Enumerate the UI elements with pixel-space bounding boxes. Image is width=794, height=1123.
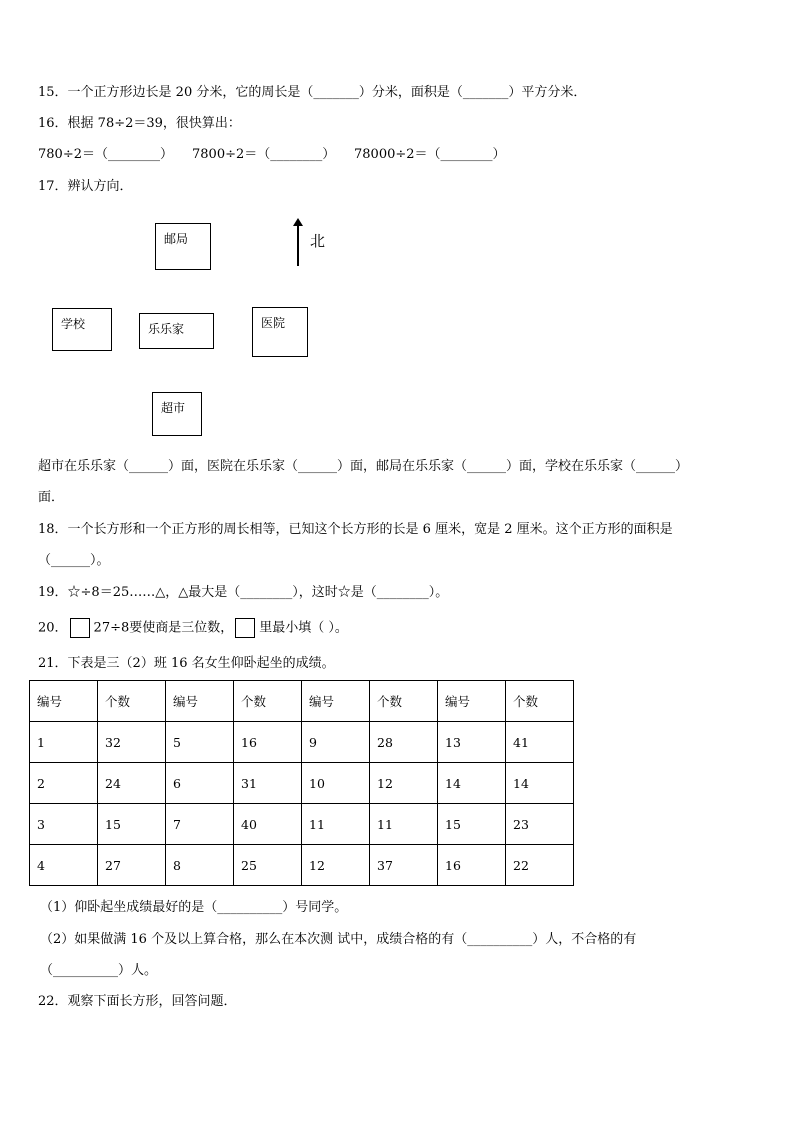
question-16-item-1: 780÷2＝（________） xyxy=(38,147,173,162)
table-cell: 15 xyxy=(438,804,506,845)
table-row xyxy=(30,845,574,886)
table-header-cell: 编号 xyxy=(166,681,234,722)
table-cell: 1 xyxy=(30,722,98,763)
table-header-cell: 编号 xyxy=(302,681,370,722)
table-header-cell: 个数 xyxy=(234,681,302,722)
table-cell: 9 xyxy=(302,722,370,763)
table-cell: 11 xyxy=(302,804,370,845)
north-label: 北 xyxy=(310,232,326,250)
table-cell: 25 xyxy=(234,845,302,886)
table-cell: 14 xyxy=(438,763,506,804)
table-cell: 41 xyxy=(506,722,574,763)
table-cell: 16 xyxy=(438,845,506,886)
question-18-line-1: 18．一个长方形和一个正方形的周长相等，已知这个长方形的长是 6 厘米，宽是 2 厘米。这个正方形的面积是 xyxy=(38,522,673,537)
table-cell: 32 xyxy=(98,722,166,763)
question-19: 19．☆÷8＝25……△，△最大是（________），这时☆是（________）。 xyxy=(38,585,449,600)
question-20-middle: 27÷8要使商是三位数， xyxy=(93,620,234,636)
home-box xyxy=(139,313,214,349)
table-cell: 2 xyxy=(30,763,98,804)
question-21-sub-2-line-1: （2）如果做满 16 个及以上算合格，那么在本次测 试中，成绩合格的有（__________）人，不合格的有 xyxy=(40,932,637,947)
table-header-cell: 编号 xyxy=(438,681,506,722)
question-21-title: 21．下表是三（2）班 16 名女生仰卧起坐的成绩。 xyxy=(38,656,335,671)
post-office-label: 邮局 xyxy=(164,232,189,246)
table-header-cell: 编号 xyxy=(30,681,98,722)
post-office-box xyxy=(155,223,211,270)
table-cell: 13 xyxy=(438,722,506,763)
question-20 xyxy=(38,618,348,638)
table-cell: 31 xyxy=(234,763,302,804)
table-cell: 15 xyxy=(98,804,166,845)
table-cell: 11 xyxy=(370,804,438,845)
question-21-sub-1: （1）仰卧起坐成绩最好的是（__________）号同学。 xyxy=(40,900,348,915)
market-label: 超市 xyxy=(161,401,186,415)
question-16-item-3: 78000÷2＝（________） xyxy=(354,147,506,162)
question-17-answer-line-1: 超市在乐乐家（______）面，医院在乐乐家（______）面，邮局在乐乐家（______）面，学校在乐乐家（______） xyxy=(38,459,689,474)
table-cell: 28 xyxy=(370,722,438,763)
question-22: 22．观察下面长方形，回答问题． xyxy=(38,994,237,1009)
table-header-cell: 个数 xyxy=(506,681,574,722)
school-label: 学校 xyxy=(61,317,86,331)
hospital-label: 医院 xyxy=(261,316,286,330)
table-cell: 12 xyxy=(302,845,370,886)
table-row xyxy=(30,804,574,845)
table-cell: 4 xyxy=(30,845,98,886)
table-header-cell: 个数 xyxy=(98,681,166,722)
table-header-cell: 个数 xyxy=(370,681,438,722)
question-17-title: 17．辨认方向． xyxy=(38,179,133,194)
table-cell: 27 xyxy=(98,845,166,886)
table-cell: 24 xyxy=(98,763,166,804)
north-arrow-icon xyxy=(297,224,299,266)
school-box xyxy=(52,308,112,351)
table-cell: 10 xyxy=(302,763,370,804)
table-cell: 3 xyxy=(30,804,98,845)
table-cell: 8 xyxy=(166,845,234,886)
question-17-answer-line-2: 面． xyxy=(38,490,65,505)
question-21-sub-2-line-2: （__________）人。 xyxy=(40,963,158,978)
question-20-end: 里最小填（ ）。 xyxy=(259,620,348,636)
scores-table xyxy=(29,680,574,886)
table-cell: 12 xyxy=(370,763,438,804)
table-cell: 40 xyxy=(234,804,302,845)
table-row xyxy=(30,722,574,763)
table-cell: 23 xyxy=(506,804,574,845)
table-cell: 6 xyxy=(166,763,234,804)
question-16-item-2: 7800÷2＝（________） xyxy=(192,147,336,162)
market-box xyxy=(152,392,202,436)
question-15: 15．一个正方形边长是 20 分米，它的周长是（_______）分米，面积是（_______）平方分米． xyxy=(38,85,587,100)
table-header-row xyxy=(30,681,574,722)
question-20-number: 20． xyxy=(38,620,68,636)
question-16-title: 16．根据 78÷2＝39，很快算出： xyxy=(38,116,241,131)
hospital-box xyxy=(252,307,308,357)
table-cell: 16 xyxy=(234,722,302,763)
table-cell: 5 xyxy=(166,722,234,763)
blank-square-icon xyxy=(235,618,255,638)
table-cell: 7 xyxy=(166,804,234,845)
table-cell: 37 xyxy=(370,845,438,886)
question-18-line-2: （______）。 xyxy=(38,553,110,568)
table-cell: 14 xyxy=(506,763,574,804)
blank-square-icon xyxy=(70,618,90,638)
table-cell: 22 xyxy=(506,845,574,886)
table-row xyxy=(30,763,574,804)
home-label: 乐乐家 xyxy=(148,322,185,336)
